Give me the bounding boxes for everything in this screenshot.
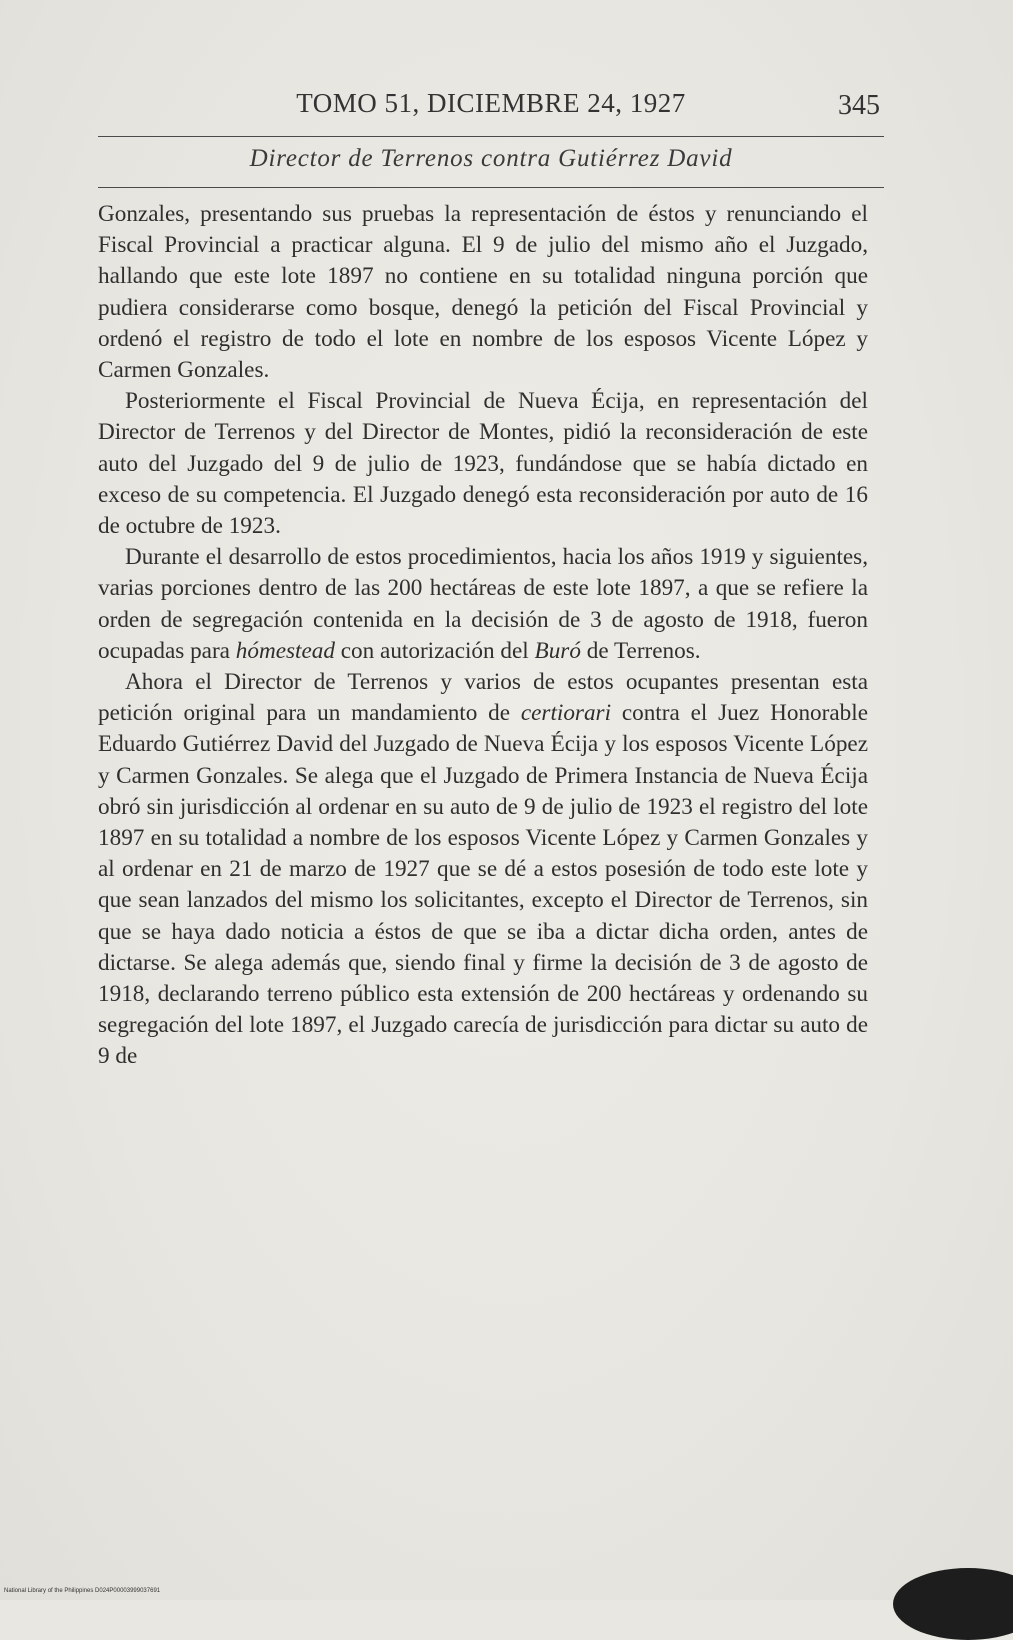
text-run: Posteriormente el Fiscal Provincial de Nueva Écija, en representación del Director de Terrenos y del Director de Montes, pidió la reconsideración de este auto del Juzgado del 9 de julio de 1923, fundándose que se había dictado en exceso de su competencia. El Juzgado denegó esta reconsideración por auto de 16 de octubre de 1923. bbox=[98, 388, 868, 540]
text-run: Durante el desarrollo de estos procedimientos, hacia los años 1919 y siguientes, varias porciones dentro de las 200 hectáreas de este lote 1897, a que se refiere la orden de segregación contenida en la decisión de 3 de agosto de 1918, fueron ocupadas para bbox=[98, 544, 868, 664]
running-title: TOMO 51, DICIEMBRE 24, 1927 bbox=[296, 88, 686, 118]
paragraph-4 bbox=[98, 667, 868, 1073]
text-run: contra el Juez Honorable Eduardo Gutiérrez David del Juzgado de Nueva Écija y los esposos Vicente López y Carmen Gonzales. Se alega que el Juzgado de Primera Instancia de Nueva Écija obró sin jurisdicción al ordenar en su auto de 9 de julio de 1923 el registro del lote 1897 en su totalidad a nombre de los esposos Vicente López y Carmen Gonzales y al ordenar en 21 de marzo de 1927 que se dé a estos posesión de todo este lote y que sean lanzados del mismo los solicitantes, excepto el Director de Terrenos, sin que se haya dado noticia a éstos de que se iba a dictar dicha orden, antes de dictarse. Se alega además que, siendo final y firme la decisión de 3 de agosto de 1918, declarando terreno público esta extensión de 200 hectáreas y ordenando su segregación del lote 1897, el Juzgado carecía de jurisdicción para dictar su auto de 9 de bbox=[98, 700, 868, 1070]
body-text bbox=[98, 199, 868, 1073]
page-number: 345 bbox=[838, 90, 880, 121]
italic-term: hómestead bbox=[235, 637, 335, 664]
case-title: Director de Terrenos contra Gutiérrez David bbox=[249, 145, 733, 172]
text-run: Gonzales, presentando sus pruebas la representación de éstos y renunciando el Fiscal Provincial a practicar alguna. El 9 de julio del mismo año el Juzgado, hallando que este lote 1897 no contiene en su totalidad ninguna porción que pudiera considerarse como bosque, denegó la petición del Fiscal Provincial y ordenó el registro de todo el lote en nombre de los esposos Vicente López y Carmen Gonzales. bbox=[98, 201, 868, 384]
italic-term: certiorari bbox=[520, 700, 612, 727]
text-run: de Terrenos. bbox=[580, 637, 701, 664]
paragraph-2 bbox=[98, 386, 868, 542]
text-run: Ahora el Director de Terrenos y varios de estos ocupantes presentan esta petición original para un mandamiento de bbox=[98, 669, 868, 727]
header-rule-top bbox=[98, 136, 884, 137]
text-run: con autorización del bbox=[334, 637, 535, 664]
paragraph-1 bbox=[98, 199, 868, 386]
header-rule-bottom bbox=[98, 187, 884, 188]
scan-corner-blot bbox=[893, 1568, 1013, 1640]
running-head bbox=[98, 88, 884, 132]
paragraph-3 bbox=[98, 542, 868, 667]
scan-credit: National Library of the Philippines D024P00003999037691 bbox=[4, 1588, 161, 1594]
italic-term: Buró bbox=[534, 637, 581, 664]
